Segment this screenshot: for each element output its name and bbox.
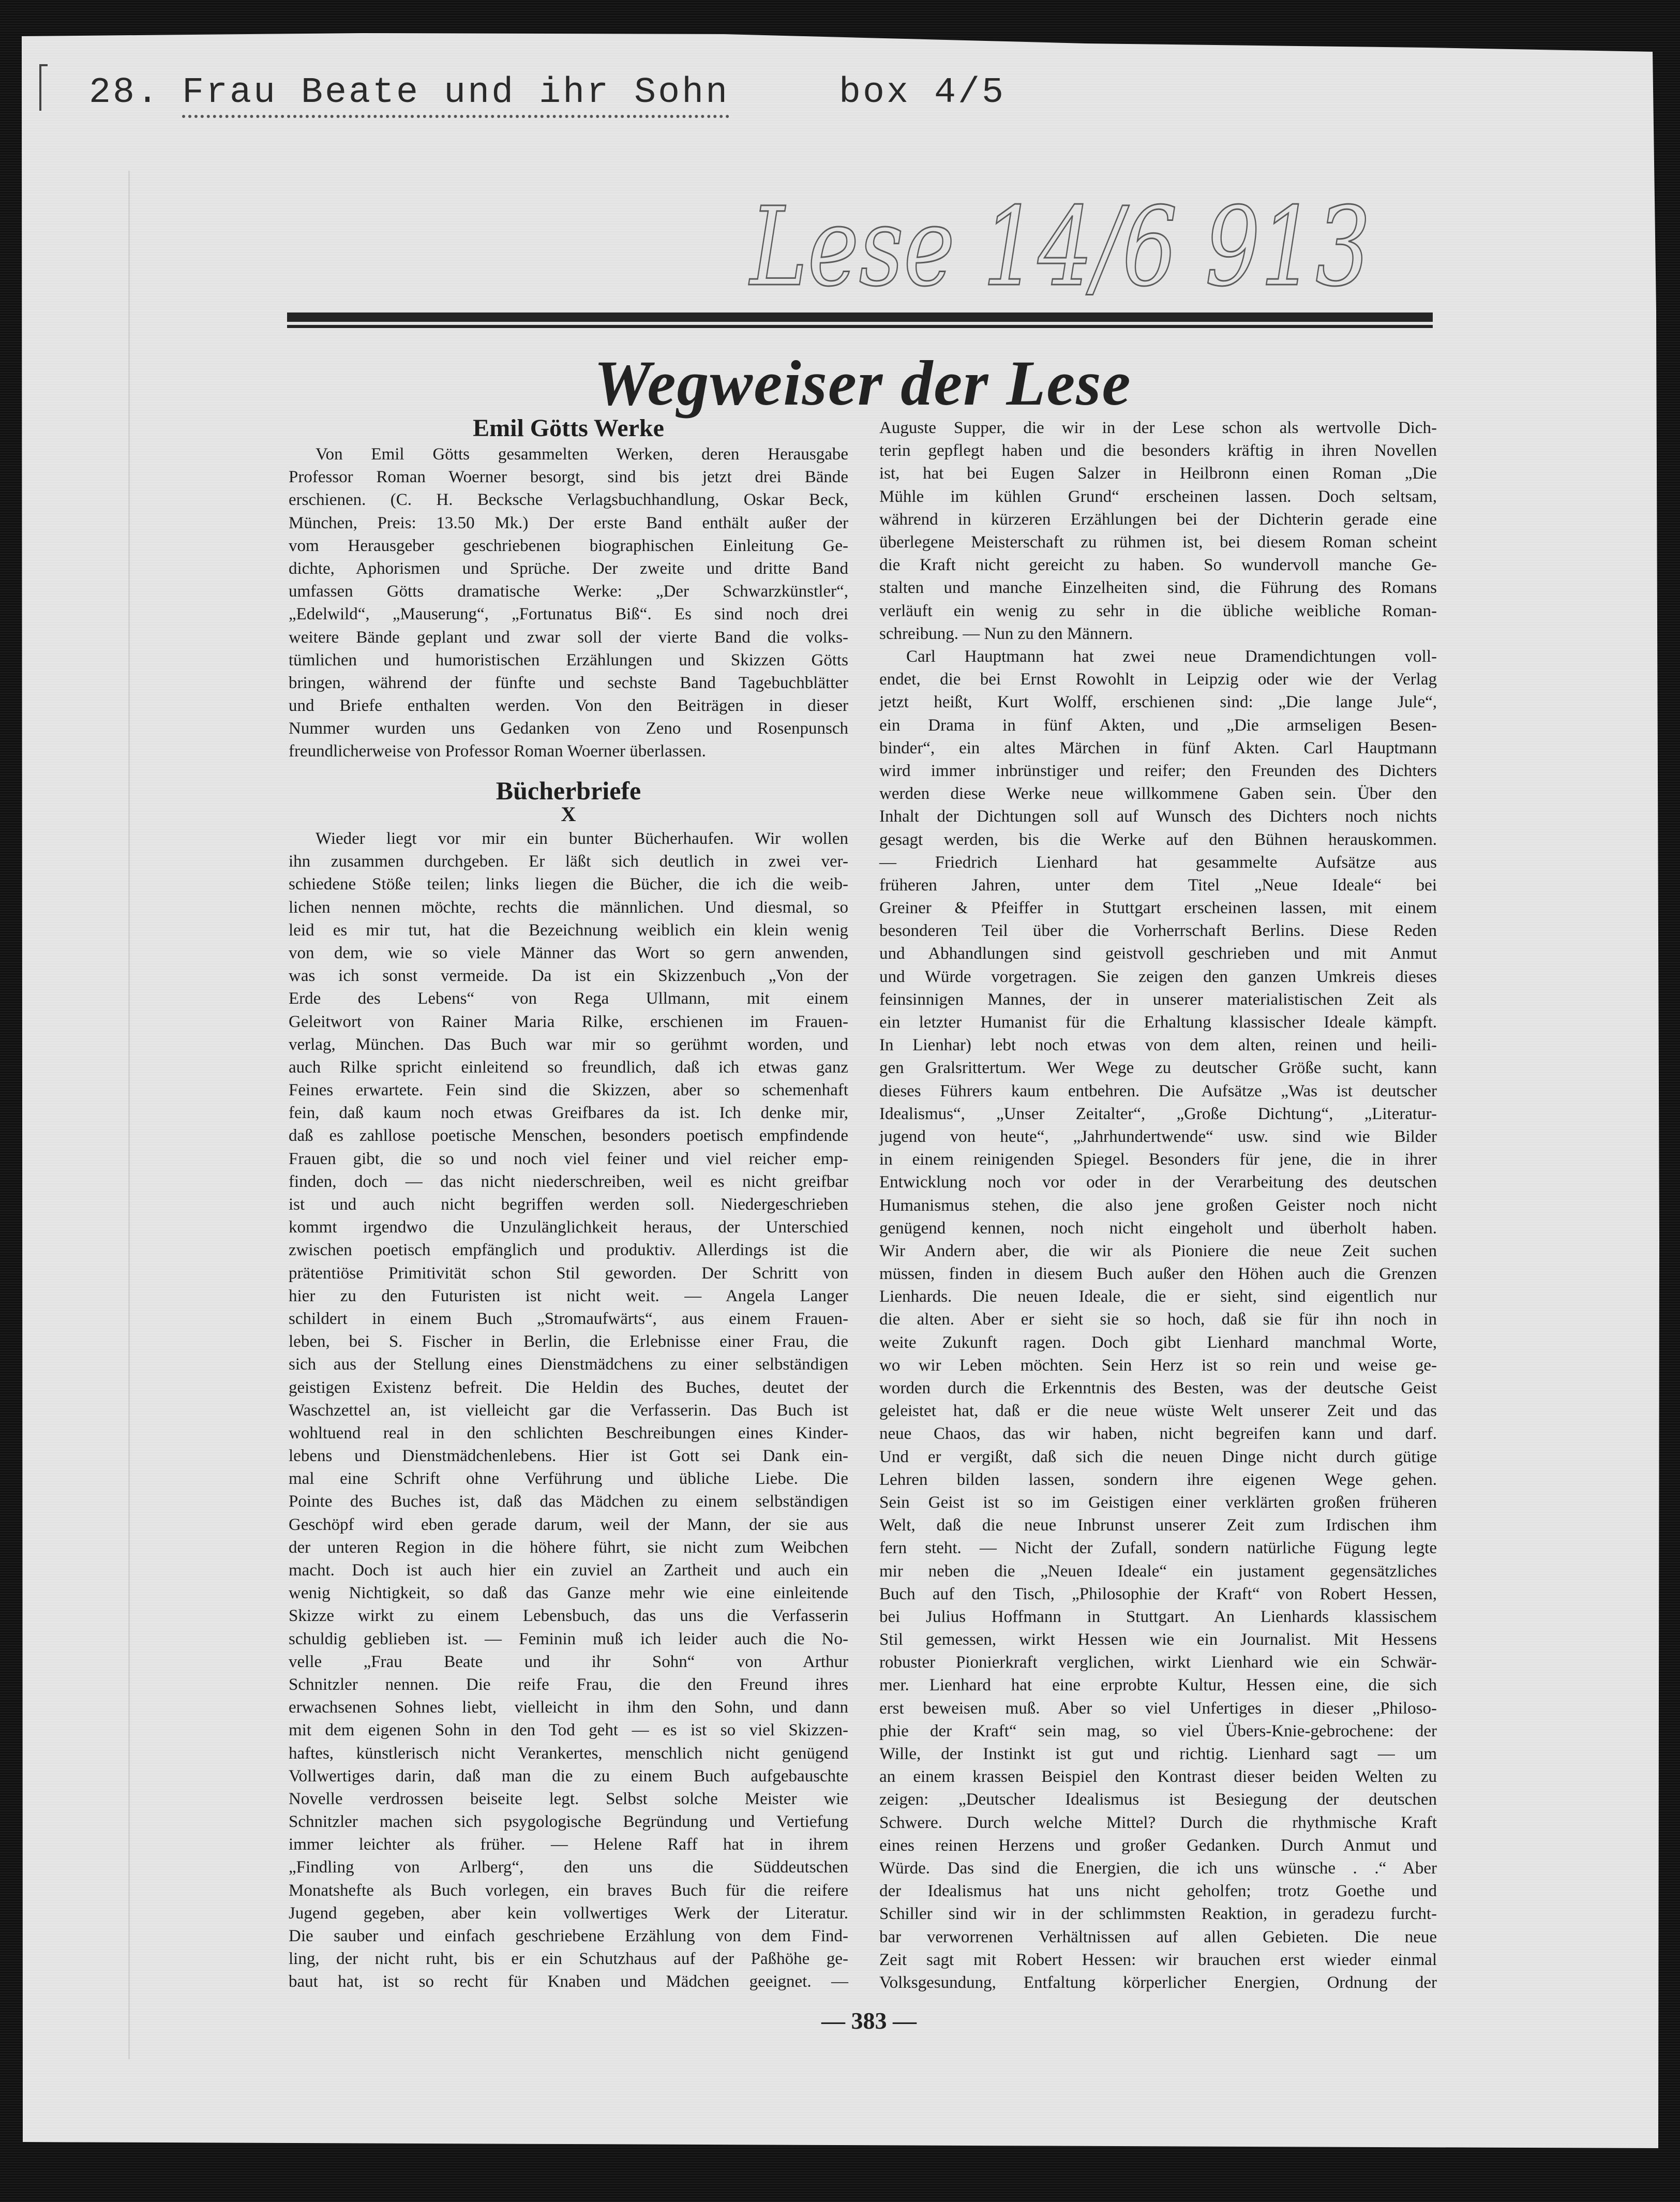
text-line: Waschzettel an, ist vielleicht gar die Verfasserin. Das Buch ist (289, 1401, 848, 1420)
page-title: Wegweiser der Lese (594, 348, 1132, 419)
text-line: Von Emil Götts gesammelten Werken, deren Herausgabe (316, 445, 848, 464)
text-line: Schnitzler nennen. Die reife Frau, die den Freund ihres (289, 1675, 848, 1694)
text-line: überlegene Meisterschaft zu rühmen ist, bei diesem Roman scheint (879, 532, 1437, 552)
text-line: gen Gralsrittertum. Wer Wege zu deutscher Größe sucht, kann (879, 1059, 1437, 1078)
text-line: was ich sonst vermeide. Da ist ein Skizzenbuch „Von der (289, 966, 848, 986)
text-line: vom Herausgeber geschriebenen biographischen Einleitung Ge- (289, 536, 848, 555)
text-line: kommt irgendwo die Unzulänglichkeit heraus, der Unterschied (289, 1218, 848, 1237)
text-line: und Würde vorgetragen. Sie zeigen den ganzen Umkreis dieses (879, 967, 1437, 986)
text-line: hier zu den Futuristen ist nicht weit. — Angela Langer (289, 1286, 848, 1305)
text-line: terin gepflegt haben und die besonders kräftig in ihren Novellen (879, 441, 1437, 460)
paragraph-auguste-supper (879, 416, 1437, 645)
text-line: gesagt werden, bis die Werke auf den Bühnen herauskommen. (879, 830, 1437, 849)
section-body-buecherbriefe (289, 827, 848, 1993)
page-number: — 383 — (821, 2007, 917, 2034)
text-line: mer. Lienhard hat eine erprobte Kultur, Hessen eine, die sich (879, 1676, 1437, 1695)
text-line: ihn zusammen durchgeben. Er läßt sich deutlich in zwei ver- (289, 852, 848, 871)
text-line: verläuft ein wenig zu sehr in die übliche weibliche Roman- (879, 601, 1437, 620)
text-line: Lienhards. Die neuen Ideale, die er sieht, sind eigentlich nur (879, 1287, 1437, 1306)
text-line: Geschöpf wird eben gerade darum, weil der Mann, der sie aus (289, 1515, 848, 1534)
text-line: wohltuend real in den schlichten Beschreibungen eines Kinder- (289, 1423, 848, 1442)
handwritten-note (745, 181, 1381, 310)
text-line: fern steht. — Nicht der Zufall, sondern natürliche Fügung legte (879, 1539, 1437, 1558)
text-line: sich aus der Stellung eines Dienstmädchens zu einer selbständigen (289, 1355, 848, 1374)
paragraph-carl-hauptmann (879, 645, 1437, 1994)
text-line: schiedene Stöße teilen; links liegen die Bücher, die ich die weib- (289, 875, 848, 894)
text-line: endet, die bei Ernst Rowohlt in Leipzig oder wie der Verlag (879, 670, 1437, 689)
text-line: weitere Bände geplant und zwar soll der vierte Band die volks- (289, 628, 848, 647)
text-line: der unteren Region in die höhere führt, sie nicht zum Weibchen (289, 1538, 848, 1557)
text-line: Buch auf den Tisch, „Philosophie der Kraft“ von Robert Hessen, (879, 1584, 1437, 1603)
text-line: umfassen Götts dramatische Werke: „Der Schwarzkünstler“, (289, 582, 848, 601)
handwritten-note-text: Lese 14/6 913 (748, 184, 1371, 310)
text-line: wo wir Leben möchten. Sein Herz ist so rein und weise ge- (879, 1356, 1437, 1375)
section-number: X (561, 802, 576, 826)
text-line: Inhalt der Dichtungen soll auf Wunsch des Dichters noch nichts (879, 807, 1437, 826)
text-line: bar verworrenen Verhältnissen auf allen Gebieten. Die neue (879, 1927, 1437, 1946)
text-line: Sein Geist ist so im Geistigen einer verklärten großen früheren (879, 1493, 1437, 1512)
text-line: Skizze wirkt zu einem Lebensbuch, das uns die Verfasserin (289, 1606, 848, 1626)
text-line: erschienen. (C. H. Becksche Verlagsbuchhandlung, Oskar Beck, (289, 490, 848, 510)
section-heading-buecherbriefe: Bücherbriefe (496, 776, 641, 805)
text-line: haftes, künstlerisch nicht Verankertes, menschlich nicht genügend (289, 1744, 848, 1763)
text-line: dichte, Aphorismen und Sprüche. Der zweite und dritte Band (289, 559, 848, 578)
text-line: Wille, der Instinkt ist gut und richtig. Lienhard sagt — um (879, 1745, 1437, 1763)
text-line: schreibung. — Nun zu den Männern. (879, 624, 1133, 643)
text-line: Stil gemessen, wirkt Hessen wie ein Journalist. Mit Hessens (879, 1630, 1437, 1649)
text-line: Die sauber und einfach geschriebene Erzählung von dem Find- (289, 1927, 848, 1945)
text-line: bei Julius Hoffmann in Stuttgart. An Lienhards klassischem (879, 1607, 1437, 1626)
text-line: lebens und Dienstmädchenlebens. Hier ist Gott sei Dank ein- (289, 1447, 848, 1466)
text-line: robuster Pionierkraft verglichen, wirkt Lienhard wie ein Schwär- (879, 1653, 1437, 1672)
text-line: wird immer inbrünstiger und reifer; den Freunden des Dichters (879, 761, 1437, 780)
text-line: München, Preis: 13.50 Mk.) Der erste Band enthält außer der (289, 513, 848, 532)
text-line: früheren Jahren, unter dem Titel „Neue Ideale“ bei (879, 875, 1437, 895)
text-line: velle „Frau Beate und ihr Sohn“ von Arthur (289, 1652, 848, 1671)
text-line: ist, hat bei Eugen Salzer in Heilbronn einen Roman „Die (879, 464, 1437, 483)
text-line: und Abhandlungen sind geistvoll geschrieben und mit Anmut (879, 944, 1437, 963)
paper-crease (128, 171, 130, 2059)
text-line: Schiller sind wir in der schlimmsten Reaktion, in geradezu furcht- (879, 1905, 1437, 1924)
text-line: stalten und manche Einzelheiten sind, die Führung des Romans (879, 578, 1437, 598)
text-line: schildert in einem Buch „Stromaufwärts“, aus einem Frauen- (289, 1309, 848, 1328)
text-line: Humanismus stehen, die also jene großen Geister noch nicht (879, 1196, 1437, 1215)
text-line: genügend kennen, noch nicht eingeholt und überholt haben. (879, 1218, 1437, 1238)
text-line: Erde des Lebens“ von Rega Ullmann, mit einem (289, 989, 848, 1008)
text-line: jetzt heißt, Kurt Wolff, erschienen sind: „Die lange Jule“, (879, 693, 1437, 712)
text-line: fein, daß kaum noch etwas Greifbares da ist. Ich denke mir, (289, 1104, 848, 1123)
text-line: leben, bei S. Fischer in Berlin, die Erlebnisse einer Frau, die (289, 1332, 848, 1351)
text-line: die Kraft nicht gereicht zu haben. So wundervoll manche Ge- (879, 556, 1437, 575)
text-line: von dem, wie so viele Männer das Wort so gern anwenden, (289, 943, 848, 962)
text-line: Lehren bilden lassen, sondern ihre eigenen Wege gehen. (879, 1470, 1437, 1489)
text-line: werden diese Werke neue willkommene Gaben sein. Über den (879, 784, 1437, 804)
text-line: verlag, München. Das Buch war mir so gerühmt worden, und (289, 1035, 848, 1054)
text-line: mit dem eigenen Sohn in den Tod geht — es ist so viel Skizzen- (289, 1721, 848, 1740)
text-line: leid es mir tut, hat die Bezeichnung weiblich ein klein wenig (289, 920, 848, 940)
text-line: feinsinnigen Mannes, der in unserer materialistischen Zeit als (879, 990, 1437, 1009)
text-line: binder“, ein altes Märchen in fünf Akten. Carl Hauptmann (879, 738, 1437, 757)
text-line: Greiner & Pfeiffer in Stuttgart erscheinen lassen, mit einem (879, 899, 1437, 918)
text-line: Zeit sagt mit Robert Hessen: wir brauchen erst wieder einmal (879, 1950, 1437, 1969)
title-rule-thick (287, 313, 1433, 322)
text-line: Auguste Supper, die wir in der Lese schon als wertvolle Dich- (879, 419, 1437, 437)
text-line: Monatshefte als Buch vorlegen, ein braves Buch für die reifere (289, 1881, 848, 1900)
text-line: schuldig geblieben ist. — Feminin muß ich leider auch die No- (289, 1629, 848, 1648)
text-line: Entwicklung noch vor oder in der Verarbeitung des deutschen (879, 1173, 1437, 1192)
text-line: Geleitwort von Rainer Maria Rilke, erschienen im Frauen- (289, 1012, 848, 1031)
text-line: ein letzter Humanist für die Erhaltung klassischer Ideale kämpft. (879, 1013, 1437, 1032)
text-line: Pointe des Buches ist, daß das Mädchen zu einem selbständigen (289, 1492, 848, 1511)
text-line: in einem reinigenden Spiegel. Besonders für jene, die in ihrer (879, 1150, 1437, 1169)
text-line: In Lienhar) lebt noch etwas von dem alten, reinen und heili- (879, 1036, 1437, 1055)
text-line: „Edelwild“, „Mauserung“, „Fortunatus Biß“. Es sind noch drei (289, 605, 848, 624)
text-line: mir neben die „Neuen Ideale“ ein justament gegensätzliches (879, 1561, 1437, 1581)
text-line: während in kürzeren Erzählungen bei der Dichterin gerade eine (879, 510, 1437, 529)
text-line: die alten. Aber er sieht sie so hoch, daß sie für ihn noch in (879, 1310, 1437, 1329)
box-label: box 4/5 (839, 72, 1006, 113)
text-line: prätentiöse Primitivität schon Stil geworden. Der Schritt von (289, 1263, 848, 1283)
text-line: macht. Doch ist auch hier ein zuviel an Zartheit und auch ein (289, 1561, 848, 1580)
text-line: zwischen poetisch empfänglich und produktiv. Allerdings ist die (289, 1241, 848, 1260)
text-line: Wir Andern aber, die wir als Pioniere die neue Zeit suchen (879, 1241, 1437, 1260)
text-line: geistigen Existenz befreit. Die Heldin des Buches, deutet der (289, 1378, 848, 1397)
text-line: Würde. Das sind die Energien, die ich uns wünsche . .“ Aber (879, 1858, 1437, 1878)
text-line: finden, doch — das nicht niederschreiben, weil es nicht greifbar (289, 1172, 848, 1191)
text-line: ist und auch nicht begriffen werden soll. Niedergeschrieben (289, 1195, 848, 1214)
text-line: ling, der nicht ruht, bis er ein Schutzhaus auf der Paßhöhe ge- (289, 1950, 848, 1969)
text-line: Idealismus“, „Unser Zeitalter“, „Große Dichtung“, „Literatur- (879, 1104, 1437, 1123)
text-line: ein Drama in fünf Akten, und „Die armseligen Besen- (879, 716, 1437, 735)
text-line: tümlichen und humoristischen Erzählungen und Skizzen Götts (289, 650, 848, 669)
text-line: phie der Kraft“ sein mag, so viel Übers-Knie-gebrochene: der (879, 1721, 1437, 1740)
text-line: Jugend gegeben, aber kein vollwertiges Werk der Literatur. (289, 1903, 848, 1923)
text-line: besonderen Teil über die Vorherrschaft Berlins. Diese Reden (879, 921, 1437, 941)
text-line: an einem krassen Beispiel den Kontrast dieser beiden Welten zu (879, 1767, 1437, 1787)
text-line: lichen nennen möchte, rechts die männlichen. Und diesmal, so (289, 898, 848, 917)
text-line: Professor Roman Woerner besorgt, sind bis jetzt drei Bände (289, 468, 848, 487)
section-heading-emil-goetts-werke: Emil Götts Werke (473, 414, 664, 442)
text-line: zeigen: „Deutscher Idealismus ist Besiegung der deutschen (879, 1790, 1437, 1809)
text-line: dieses Führers kaum entbehren. Die Aufsätze „Was ist deutscher (879, 1081, 1437, 1100)
text-line: daß es zahllose poetische Menschen, besonders poetisch empfindende (289, 1126, 848, 1145)
folder-number: 28. (89, 72, 161, 113)
text-line: Feines erwartete. Fein sind die Skizzen, aber so schemenhaft (289, 1081, 848, 1100)
text-line: bringen, während der fünfte und sechste Band Tagebuchblätter (289, 673, 848, 692)
text-line: erst beweisen muß. Aber so viel Unfertiges in dieser „Philoso- (879, 1699, 1437, 1718)
text-line: müssen, finden in diesem Buch außer den Höhen auch die Grenzen (879, 1264, 1437, 1284)
text-line: Novelle verdrossen beiseite legt. Selbst solche Meister wie (289, 1789, 848, 1808)
text-line: mal eine Schrift ohne Verführung und übliche Liebe. Die (289, 1469, 848, 1489)
text-line: erwachsenen Sohnes liebt, vielleicht in ihm den Sohn, und dann (289, 1698, 848, 1717)
text-line: „Findling von Arlberg“, den uns die Süddeutschen (289, 1858, 848, 1877)
text-line: — Friedrich Lienhard hat gesammelte Aufsätze aus (879, 853, 1437, 872)
text-line: freundlicherweise von Professor Roman Woerner überlassen. (289, 742, 706, 761)
text-line: und Briefe enthalten werden. Von den Beiträgen in dieser (289, 696, 848, 716)
folder-title: Frau Beate und ihr Sohn (182, 72, 729, 118)
text-line: geleistet hat, daß er die neue wüste Welt unserer Zeit und das (879, 1402, 1437, 1421)
text-line: immer leichter als früher. — Helene Raff hat in ihrem (289, 1835, 848, 1854)
text-line: weite Zukunft ragen. Doch gibt Lienhard manchmal Worte, (879, 1333, 1437, 1352)
text-line: Vollwertiges darin, daß man die zu einem Buch aufgebauschte (289, 1766, 848, 1786)
text-line: Und er vergißt, daß sich die neuen Dinge nicht durch gütige (879, 1447, 1437, 1466)
text-line: Frauen gibt, die so und noch viel feiner und viel reicher emp- (289, 1149, 848, 1168)
text-line: Nummer wurden uns Gedanken von Zeno und Rosenpunsch (289, 719, 848, 738)
section-body-emil-goetts-werke (289, 443, 848, 763)
text-line: Volksgesundung, Entfaltung körperlicher Energien, Ordnung der (879, 1973, 1437, 1992)
text-line: eines reinen Herzens und großer Gedanken. Durch Anmut und (879, 1836, 1437, 1855)
text-line: Schwere. Durch welche Mittel? Durch die rhythmische Kraft (879, 1813, 1437, 1832)
text-line: Wieder liegt vor mir ein bunter Bücherhaufen. Wir wollen (316, 829, 848, 848)
text-line: Mühle im kühlen Grund“ erscheinen lassen. Doch seltsam, (879, 487, 1437, 506)
title-rule-thin (287, 325, 1433, 328)
text-line: worden durch die Erkenntnis des Besten, was der deutsche Geist (879, 1379, 1437, 1397)
text-line: wenig Nichtigkeit, so daß das Ganze mehr wie eine einleitende (289, 1584, 848, 1603)
text-line: Schnitzler machen sich psygologische Begründung und Vertiefung (289, 1812, 848, 1832)
text-line: jugend von heute“, „Jahrhundertwende“ usw. sind wie Bilder (879, 1127, 1437, 1146)
text-line: auch Rilke spricht einleitend so freundlich, daß ich etwas ganz (289, 1058, 848, 1077)
text-line: Welt, daß die neue Inbrunst unserer Zeit zum Irdischen ihm (879, 1516, 1437, 1535)
text-line: neue Chaos, das wir haben, nicht begreifen kann und darf. (879, 1424, 1437, 1444)
text-line: der Idealismus hat uns nicht geholfen; trotz Goethe und (879, 1882, 1437, 1901)
text-line: Carl Hauptmann hat zwei neue Dramendichtungen voll- (906, 647, 1437, 666)
margin-bracket (39, 64, 48, 111)
text-line: baut hat, ist so recht für Knaben und Mädchen geeignet. — (289, 1972, 848, 1991)
